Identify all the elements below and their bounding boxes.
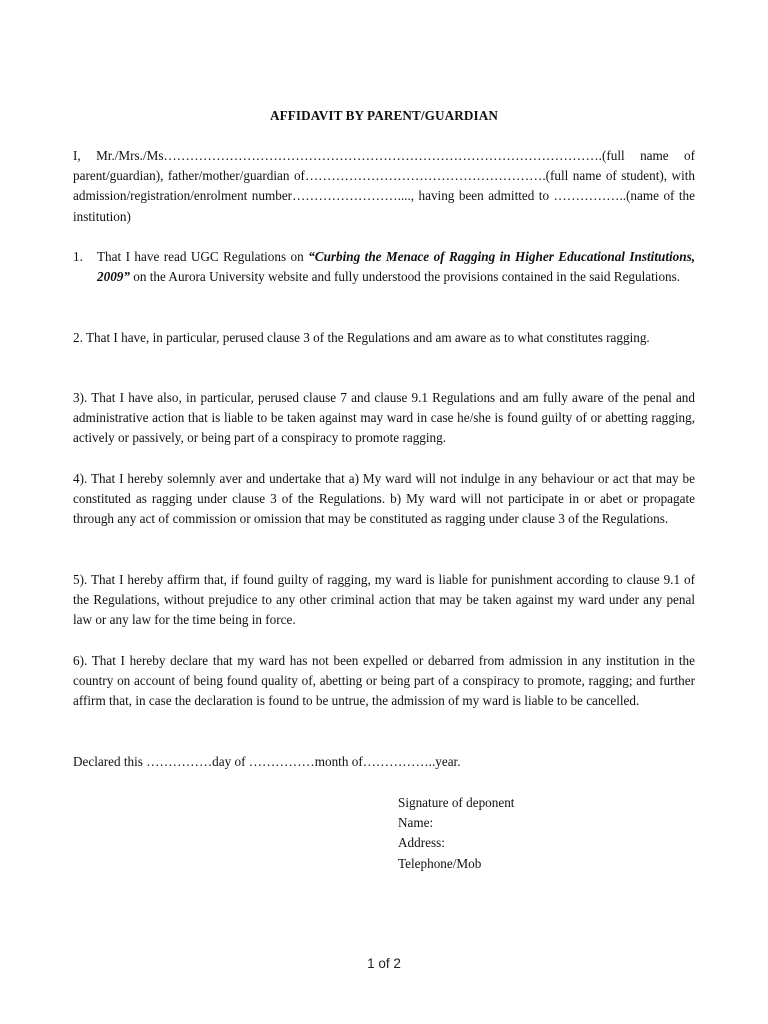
clause-3: 3). That I have also, in particular, perused clause 7 and clause 9.1 Regulations and am fully aware of the penal and administrative action that is liable to be taken against may ward in case he/she is found guilty of or abetting ragging, actively or passively, or being part of a conspiracy to promote ragging.	[73, 390, 695, 446]
signature-block	[398, 793, 514, 874]
clause-1-tail: on the Aurora University website and fully understood the provisions contained in the said Regulations.	[129, 269, 681, 285]
document-title: AFFIDAVIT BY PARENT/GUARDIAN	[270, 108, 498, 123]
declaration-line: Declared this ……………day of ……………month of……………..year.	[73, 754, 461, 769]
clause-4: 4). That I hereby solemnly aver and undertake that a) My ward will not indulge in any behaviour or act that may be constituted as ragging under clause 3 of the Regulations. b) My ward will not participate in or abet or propagate through any act of commission or omission that may be constituted as ragging under clause 3 of the Regulations.	[73, 471, 695, 527]
clause-1-number: 1.	[73, 249, 83, 264]
clause-6: 6). That I hereby declare that my ward has not been expelled or debarred from admission in any institution in the country on account of being found quality of, abetting or being part of a conspiracy to promote, ragging; and further affirm that, in case the declaration is found to be untrue, the admission of my ward is liable to be cancelled.	[73, 653, 695, 709]
clause-5: 5). That I hereby affirm that, if found guilty of ragging, my ward is liable for punishment according to clause 9.1 of the Regulations, without prejudice to any other criminal action that may be taken against my ward under any penal law or any law for the time being in force.	[73, 572, 695, 628]
clause-1	[73, 247, 695, 287]
telephone-label: Telephone/Mob	[398, 855, 482, 871]
address-label: Address:	[398, 835, 445, 851]
intro-paragraph: I, Mr./Mrs./Ms……………………………………………………………………………………….(full name of parent/guardian), father/mother/guardian of……………………………………………….(full name of student), with admission/registration/enrolment number……………………...., having been admitted to ……………..(name of the institution)	[73, 148, 695, 224]
clause-2: 2. That I have, in particular, perused clause 3 of the Regulations and am aware as to what constitutes ragging.	[73, 330, 650, 345]
clause-1-lead: That I have read UGC Regulations on	[97, 249, 309, 264]
name-label: Name:	[398, 815, 434, 831]
clause-1-text	[97, 247, 695, 287]
page-indicator: 1 of 2	[367, 956, 401, 971]
clause-1-regulation-title: “Curbing the Menace of Ragging in Higher Educational Institutions, 2009”	[97, 249, 696, 285]
signature-label: Signature of deponent	[398, 795, 515, 810]
